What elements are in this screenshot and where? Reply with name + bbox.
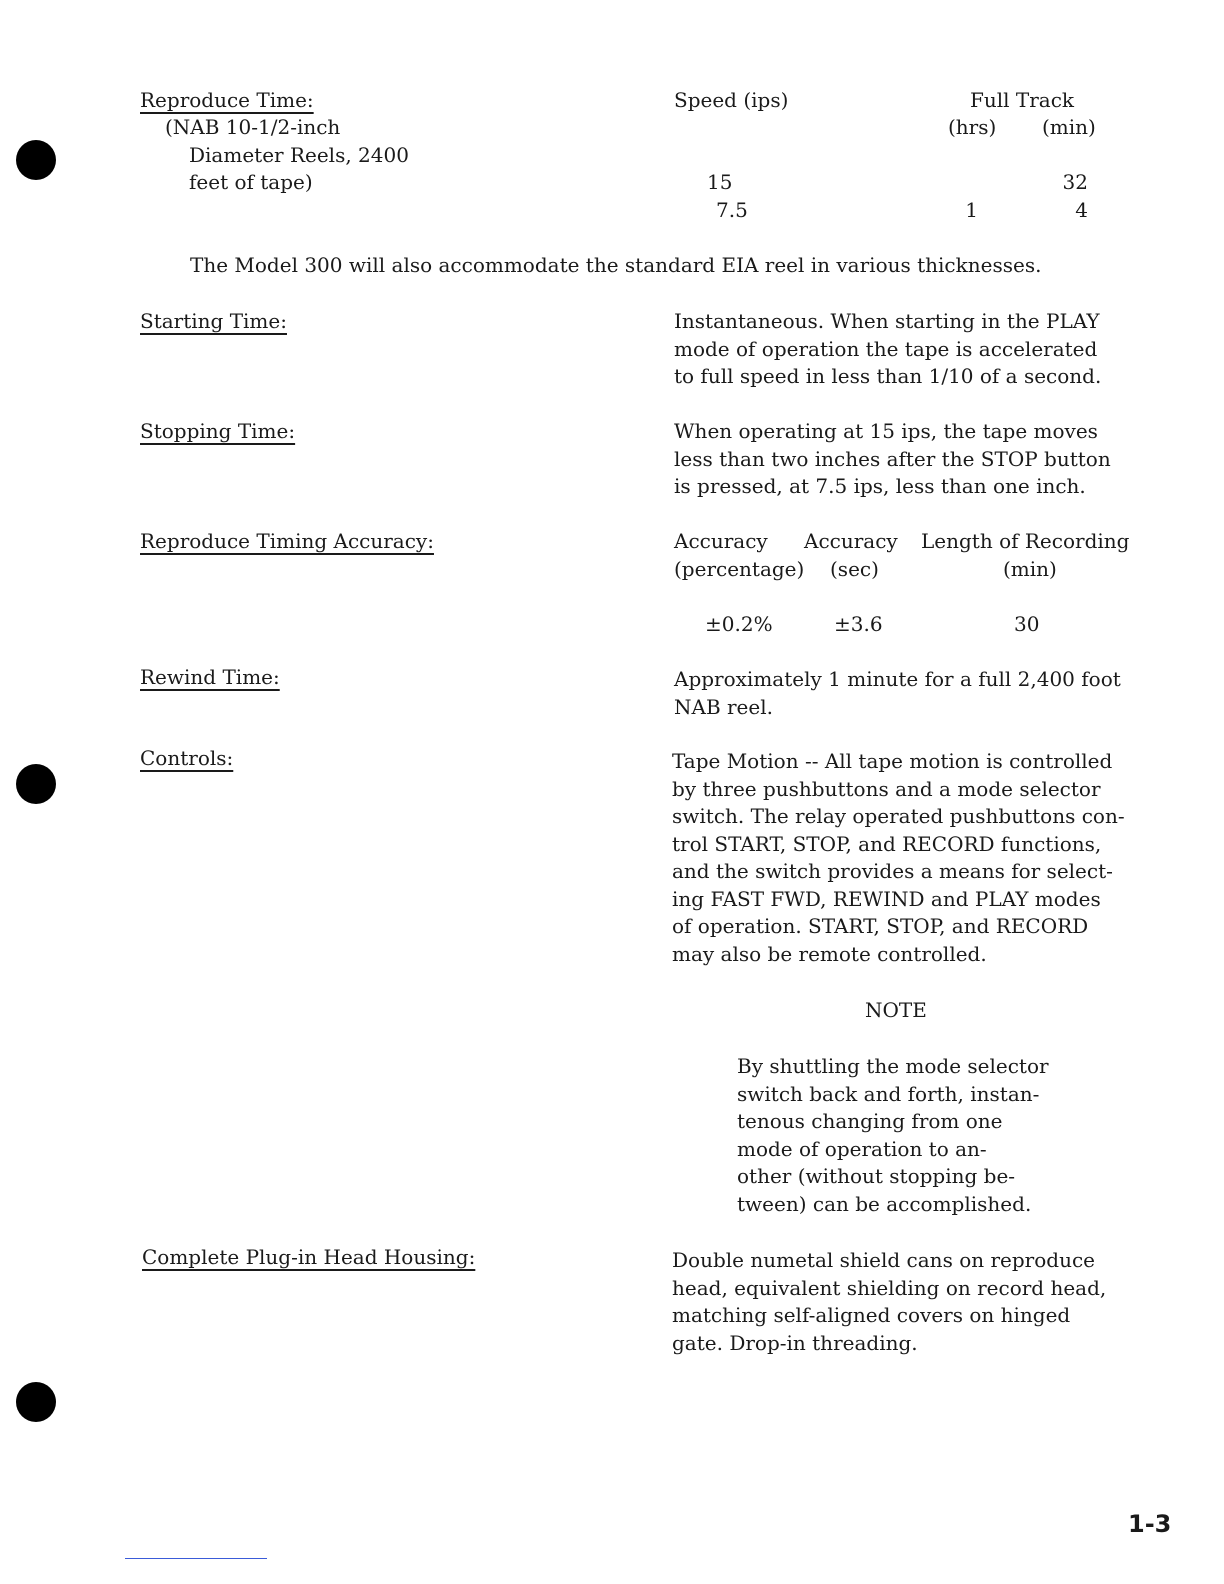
- text-line: and the switch provides a means for select-: [672, 859, 1113, 883]
- length-recording-header: Length of Recording: [921, 529, 1130, 553]
- length-recording-unit: (min): [1003, 557, 1057, 581]
- hrs-header: (hrs): [948, 115, 997, 139]
- text-line: of operation. START, STOP, and RECORD: [672, 914, 1089, 938]
- text-line: may also be remote controlled.: [672, 941, 987, 966]
- note-line: tenous changing from one: [737, 1109, 1003, 1133]
- accuracy-sec-value: ±3.6: [834, 612, 883, 636]
- head-housing-label: Complete Plug-in Head Housing:: [142, 1245, 476, 1269]
- hrs-value: 1: [965, 198, 978, 222]
- speed-header: Speed (ips): [674, 88, 789, 112]
- note-line: mode of operation to an-: [737, 1136, 987, 1161]
- binder-hole-top: [16, 140, 56, 180]
- reproduce-time-note-line: feet of tape): [189, 170, 313, 194]
- accuracy-percentage-header: [674, 528, 804, 583]
- head-housing-text: [672, 1247, 1106, 1357]
- note-line: switch back and forth, instan-: [737, 1081, 1040, 1106]
- text-line: less than two inches after the STOP button: [674, 446, 1111, 471]
- reproduce-time-label: Reproduce Time:: [140, 88, 314, 112]
- header-line: Accuracy: [674, 529, 768, 553]
- text-line: gate. Drop-in threading.: [672, 1330, 918, 1355]
- min-value: 4: [1075, 198, 1088, 222]
- bottom-rule: [125, 1558, 267, 1559]
- binder-hole-bottom: [16, 1382, 56, 1422]
- note-text: [737, 1053, 1049, 1218]
- eia-statement: The Model 300 will also accommodate the standard EIA reel in various thicknesses.: [190, 253, 1042, 277]
- speed-value: 15: [707, 170, 733, 194]
- text-line: head, equivalent shielding on record head,: [672, 1275, 1107, 1300]
- text-line: trol START, STOP, and RECORD functions,: [672, 831, 1102, 856]
- note-line: tween) can be accomplished.: [737, 1191, 1032, 1216]
- accuracy-percentage-value: ±0.2%: [705, 612, 773, 636]
- header-line: (sec): [830, 556, 879, 581]
- text-line: switch. The relay operated pushbuttons con-: [672, 804, 1125, 828]
- header-line: (percentage): [674, 556, 805, 581]
- min-header: (min): [1042, 115, 1096, 139]
- timing-accuracy-label: Reproduce Timing Accuracy:: [140, 529, 434, 553]
- text-line: NAB reel.: [674, 694, 773, 719]
- text-line: by three pushbuttons and a mode selector: [672, 776, 1101, 801]
- header-line: Accuracy: [804, 529, 898, 553]
- note-line: By shuttling the mode selector: [737, 1054, 1049, 1078]
- length-recording-value: 30: [1014, 612, 1040, 636]
- accuracy-sec-header: [804, 528, 898, 583]
- controls-label: Controls:: [140, 746, 234, 770]
- reproduce-time-note: [165, 114, 409, 197]
- controls-text: [672, 748, 1125, 968]
- starting-time-text: [674, 308, 1101, 391]
- full-track-header: Full Track: [970, 88, 1075, 112]
- note-title: NOTE: [865, 998, 927, 1022]
- stopping-time-label: Stopping Time:: [140, 419, 296, 443]
- text-line: is pressed, at 7.5 ips, less than one inch.: [674, 474, 1086, 498]
- text-line: mode of operation the tape is accelerated: [674, 336, 1098, 361]
- reproduce-time-note-line: (NAB 10-1/2-inch: [165, 115, 341, 139]
- text-line: When operating at 15 ips, the tape moves: [674, 419, 1098, 443]
- stopping-time-text: [674, 418, 1111, 501]
- text-line: Approximately 1 minute for a full 2,400 foot: [674, 667, 1121, 691]
- rewind-time-text: [674, 666, 1121, 721]
- text-line: Instantaneous. When starting in the PLAY: [674, 309, 1100, 333]
- speed-value: 7.5: [716, 198, 748, 222]
- note-line: other (without stopping be-: [737, 1164, 1016, 1188]
- text-line: matching self-aligned covers on hinged: [672, 1303, 1071, 1327]
- min-value: 32: [1062, 170, 1088, 194]
- text-line: to full speed in less than 1/10 of a second.: [674, 364, 1102, 388]
- reproduce-time-note-line: Diameter Reels, 2400: [189, 142, 409, 167]
- text-line: Double numetal shield cans on reproduce: [672, 1248, 1095, 1272]
- binder-hole-middle: [16, 764, 56, 804]
- starting-time-label: Starting Time:: [140, 309, 287, 333]
- page-number: 1-3: [1128, 1510, 1172, 1538]
- text-line: ing FAST FWD, REWIND and PLAY modes: [672, 886, 1101, 911]
- rewind-time-label: Rewind Time:: [140, 665, 280, 689]
- text-line: Tape Motion -- All tape motion is controlled: [672, 749, 1113, 773]
